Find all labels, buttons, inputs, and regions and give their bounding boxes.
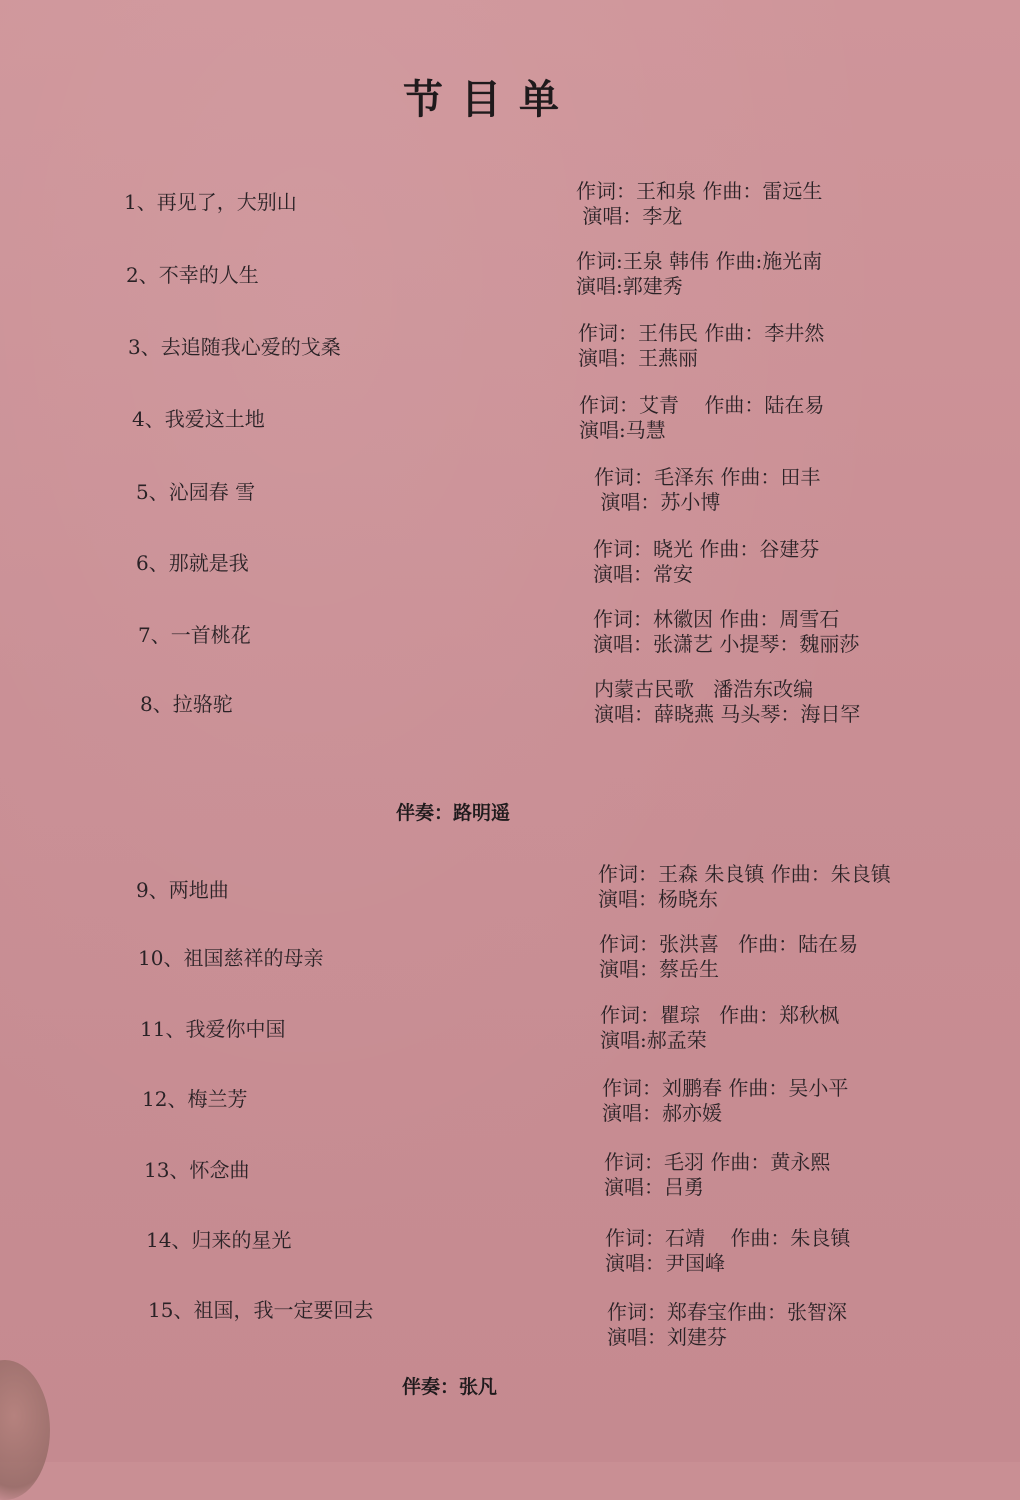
- song-title: 10、祖国慈祥的母亲: [138, 946, 324, 970]
- song-title: 2、不幸的人生: [126, 263, 259, 287]
- credits-lyrics-music: 内蒙古民歌 潘浩东改编: [594, 677, 814, 701]
- credits-lyrics-music: 作词：林徽因 作曲：周雪石: [593, 607, 840, 631]
- credits-lyrics-music: 作词：郑春宝作曲：张智深: [607, 1300, 847, 1324]
- credits-performer: 演唱：尹国峰: [605, 1251, 725, 1275]
- credits-lyrics-music: 作词:王泉 韩伟 作曲:施光南: [576, 249, 823, 273]
- credits: [599, 932, 858, 982]
- credits-lyrics-music: 作词：王森 朱良镇 作曲：朱良镇: [598, 862, 891, 886]
- program-item: [0, 862, 1020, 926]
- credits-lyrics-music: 作词：王伟民 作曲：李井然: [578, 321, 825, 345]
- song-title: 13、怀念曲: [144, 1158, 250, 1182]
- song-title: 6、那就是我: [136, 551, 249, 575]
- program-item: [0, 607, 1020, 672]
- song-title: 15、祖国，我一定要回去: [148, 1298, 374, 1322]
- program-item: [0, 393, 1020, 458]
- credits: [593, 537, 819, 587]
- credits-lyrics-music: 作词：石靖 作曲：朱良镇: [605, 1226, 851, 1250]
- song-title: 7、一首桃花: [138, 623, 251, 647]
- credits: [600, 1003, 839, 1053]
- credits-performer: 演唱：蔡岳生: [599, 957, 719, 981]
- credits: [594, 677, 860, 727]
- credits: [579, 393, 824, 443]
- credits-performer: 演唱：郝亦媛: [602, 1101, 722, 1125]
- credits-performer: 演唱:郭建秀: [576, 274, 683, 298]
- credits: [598, 862, 891, 912]
- credits-performer: 演唱：刘建芬: [607, 1325, 727, 1349]
- credits-performer: 演唱：李龙: [576, 204, 683, 228]
- program-item: [0, 1294, 1020, 1354]
- credits: [593, 607, 859, 657]
- credits-performer: 演唱：常安: [593, 562, 693, 586]
- credits: [594, 465, 820, 515]
- program-item: [0, 1076, 1020, 1140]
- song-title: 4、我爱这土地: [132, 407, 265, 431]
- credits-lyrics-music: 作词：瞿琮 作曲：郑秋枫: [600, 1003, 840, 1027]
- thumb-shadow: [0, 1360, 50, 1500]
- credits-performer: 演唱：吕勇: [604, 1175, 704, 1199]
- credits-performer: 演唱:马慧: [579, 418, 666, 442]
- page-title: 节目单: [403, 76, 577, 123]
- credits-performer: 演唱：王燕丽: [578, 346, 698, 370]
- program-item: [0, 179, 1020, 242]
- credits-performer: 演唱：杨晓东: [598, 887, 718, 911]
- credits-lyrics-music: 作词：晓光 作曲：谷建芬: [593, 537, 820, 561]
- program-item: [0, 1224, 1020, 1284]
- credits: [578, 321, 824, 371]
- credits-lyrics-music: 作词：艾青 作曲：陆在易: [579, 393, 825, 417]
- program-item: [0, 465, 1020, 530]
- credits-performer: 演唱:郝孟荣: [600, 1028, 707, 1052]
- credits: [602, 1076, 848, 1126]
- credits-lyrics-music: 作词：刘鹏春 作曲：吴小平: [602, 1076, 849, 1100]
- song-title: 14、归来的星光: [146, 1228, 292, 1252]
- credits-performer: 演唱：苏小博: [594, 490, 721, 514]
- accompaniment-credit: 伴奏：路明遥: [396, 802, 511, 824]
- song-title: 9、两地曲: [136, 878, 229, 902]
- song-title: 8、拉骆驼: [140, 692, 233, 716]
- song-title: 5、沁园春 雪: [136, 480, 256, 504]
- program-item: [0, 537, 1020, 602]
- program-item: [0, 677, 1020, 742]
- program-item: [0, 932, 1020, 996]
- song-title: 3、去追随我心爱的戈桑: [128, 335, 341, 359]
- credits: [605, 1226, 850, 1276]
- song-title: 12、梅兰芳: [142, 1087, 248, 1111]
- song-title: 11、我爱你中国: [140, 1017, 286, 1041]
- song-title: 1、再见了，大别山: [124, 190, 297, 214]
- credits-lyrics-music: 作词：张洪喜 作曲：陆在易: [599, 932, 859, 956]
- program-item: [0, 1003, 1020, 1068]
- credits-lyrics-music: 作词：毛泽东 作曲：田丰: [594, 465, 821, 489]
- credits-lyrics-music: 作词：毛羽 作曲：黄永熙: [604, 1150, 831, 1174]
- credits-lyrics-music: 作词：王和泉 作曲：雷远生: [576, 179, 823, 203]
- credits: [607, 1300, 847, 1350]
- credits-performer: 演唱：张潇艺 小提琴：魏丽莎: [593, 632, 860, 656]
- credits: [604, 1150, 830, 1200]
- program-item: [0, 1152, 1020, 1212]
- credits: [576, 179, 822, 229]
- credits: [576, 249, 822, 299]
- accompaniment-credit: 伴奏：张凡: [402, 1376, 498, 1398]
- credits-performer: 演唱：薛晓燕 马头琴：海日罕: [594, 702, 861, 726]
- program-item: [0, 321, 1020, 386]
- program-item: [0, 249, 1020, 314]
